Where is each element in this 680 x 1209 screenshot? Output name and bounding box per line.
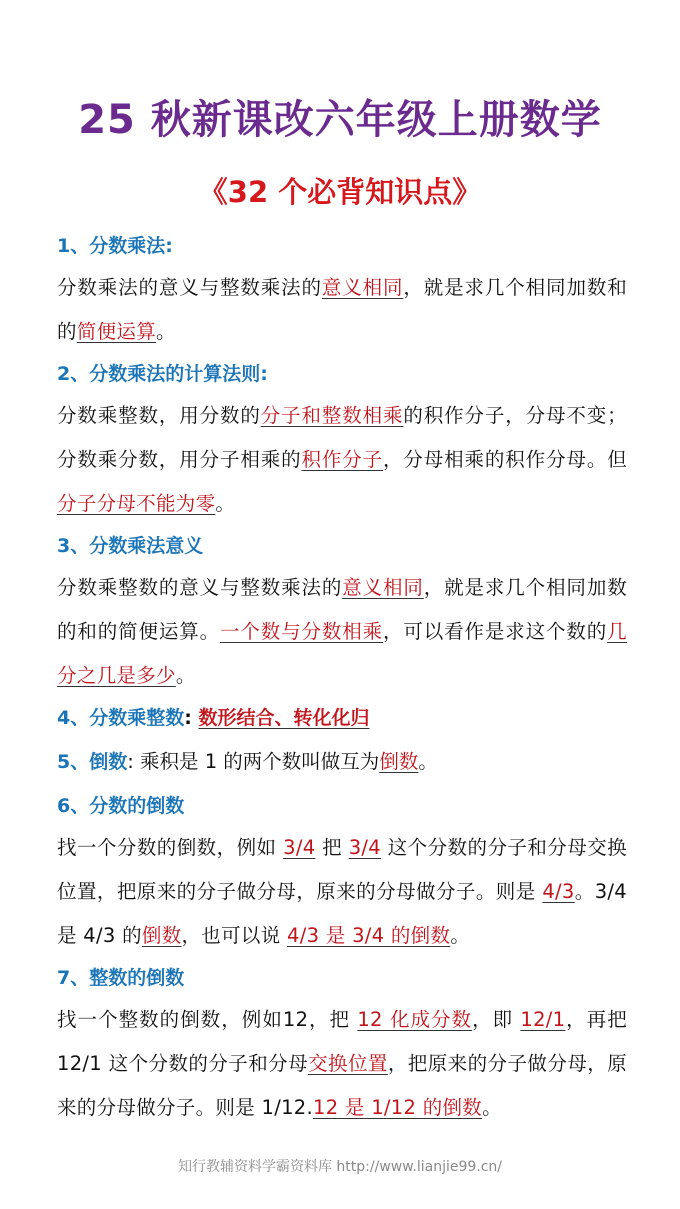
section-3-heading: 3、分数乘法意义: [57, 535, 204, 557]
text: :: [184, 707, 192, 729]
text: 分数乘整数，用分数的: [57, 404, 261, 427]
section-5-heading: 5、倒数: [57, 751, 128, 773]
highlight: 分子分母不能为零: [57, 492, 216, 515]
text: ，就是求几个相同加数和的: [57, 276, 627, 343]
text: 找一个整数的倒数，例如12，把: [57, 1008, 358, 1031]
highlight: 意义相同: [342, 576, 424, 599]
text: 。: [156, 320, 176, 343]
text: 。: [215, 492, 236, 515]
page-title: 25 秋新课改六年级上册数学: [78, 97, 602, 143]
highlight: 4/3: [542, 880, 575, 903]
text: ，也可以说: [181, 924, 287, 947]
text: 找一个分数的倒数，例如: [57, 836, 284, 859]
text: 。3/4 是 4/3 的: [57, 880, 627, 947]
highlight: 几分之几是多少: [57, 620, 627, 687]
highlight: 数形结合、转化化归: [198, 707, 370, 729]
page-subtitle: 《32 个必背知识点》: [198, 175, 482, 209]
highlight: 12 是 1/12 的倒数: [313, 1096, 483, 1119]
section-1-heading: 1、分数乘法:: [57, 235, 173, 257]
text: ，可以看作是求这个数的: [383, 620, 608, 643]
highlight: 3/4: [283, 836, 316, 859]
highlight: 一个数与分数相乘: [220, 620, 384, 643]
text: ，再把 12/1 这个分数的分子和分母: [57, 1008, 627, 1075]
highlight: 12/1: [520, 1008, 566, 1031]
section-6-text: [57, 826, 627, 958]
highlight: 交换位置: [308, 1052, 388, 1075]
text: ，分母相乘的积作分母。但: [383, 448, 627, 471]
highlight: 3/4: [348, 836, 382, 859]
highlight: 意义相同: [321, 276, 404, 299]
highlight: 倒数: [379, 750, 419, 773]
section-7-text: [57, 998, 627, 1130]
highlight: 简便运算: [76, 320, 157, 343]
section-7-heading: 7、整数的倒数: [57, 967, 185, 989]
text: 分数乘法的意义与整数乘法的: [57, 276, 322, 299]
text: 分数乘整数的意义与整数乘法的: [57, 576, 343, 599]
text: 这个分数的分子和分母交换位置，把原来的分子做分母，原来的分母做分子。则是: [57, 836, 627, 903]
text: 。: [450, 924, 471, 947]
section-5-line: [57, 742, 627, 782]
content-body: [57, 226, 627, 1130]
section-4-heading: 4、分数乘整数: [57, 707, 185, 729]
text: ，把原来的分子做分母，原来的分母做分子。则是 1/12.: [57, 1052, 628, 1119]
section-2-heading: 2、分数乘法的计算法则:: [57, 363, 268, 385]
text: 把: [315, 836, 349, 859]
text: 的积作分子，分母不变；分数乘分数，用分子相乘的: [57, 404, 627, 471]
text: 。: [482, 1096, 502, 1119]
highlight: 12 化成分数: [357, 1008, 473, 1031]
footer-source: 知行教辅资料学霸资料库 http://www.lianjie99.cn/: [177, 1159, 503, 1175]
section-3-text: [57, 566, 627, 698]
section-1-text: [57, 266, 627, 354]
section-4-line: [57, 698, 627, 738]
highlight: 4/3 是 3/4 的倒数: [287, 924, 451, 947]
text: : 乘积是 1 的两个数叫做互为: [127, 750, 380, 773]
section-2-text: [57, 394, 627, 526]
highlight: 倒数: [141, 924, 182, 947]
highlight: 积作分子: [301, 448, 384, 471]
highlight: 分子和整数相乘: [260, 404, 404, 427]
text: ，即: [472, 1008, 521, 1031]
section-6-heading: 6、分数的倒数: [57, 795, 185, 817]
text: ，就是求几个相同加数的和的简便运算。: [57, 576, 627, 643]
text: 。: [175, 664, 196, 687]
text: 。: [418, 751, 438, 773]
